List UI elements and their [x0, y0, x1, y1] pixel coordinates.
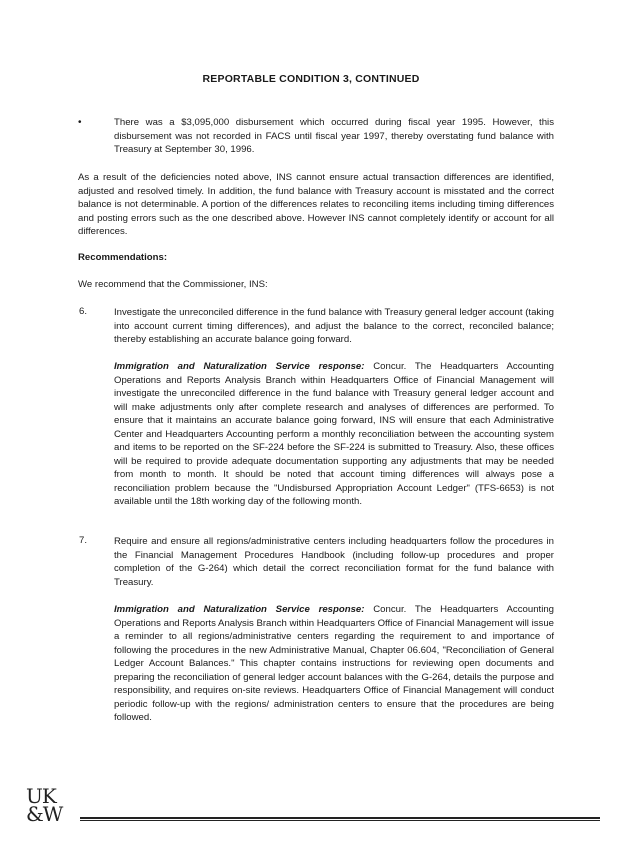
recommendation-text: Require and ensure all regions/administrative centers including headquarters follow the procedures in the Financial Management Procedures Handbook (including follow-up procedures and proper completion of the G-264) which detail the correct reconciliation format for the fund balance with Treasury. — [114, 536, 554, 588]
recommendation-text: Investigate the unreconciled difference in the fund balance with Treasury general ledger account (taking into account current timing differences), and adjust the balance to the correct, reconciled balance; thereby establishing an accurate balance going forward. — [114, 307, 554, 345]
item-number: 6. — [79, 306, 88, 317]
footer-rule — [80, 817, 600, 821]
response-lead: Immigration and Naturalization Service response: — [114, 361, 365, 372]
bullet-paragraph: There was a $3,095,000 disbursement which occurred during fiscal year 1995. However, this disbursement was not recorded in FACS until fiscal year 1997, thereby overstating fund balance with Treasury at September 30, 1996. — [114, 117, 554, 155]
response-text: Concur. The Headquarters Accounting Operations and Reports Analysis Branch within Headquarters Office of Financial Management will issue a reminder to all regions/administrative centers regarding the requirement to and importance of following the procedures in the new Administrative Manual, Chapter 06.604, "Reconciliation of General Ledger Account Balances." This chapter contains instructions for reviewing open documents and preparing the reconciliation of general ledger account balances with the G-264, details the purpose and responsibility, and requires on-site reviews. Headquarters Office of Financial Management will conduct periodic follow-up with the regions/ administration centers to ensure that the procedures are being followed. — [114, 604, 555, 723]
response-paragraph — [114, 360, 554, 509]
bullet-marker: • — [78, 117, 82, 128]
item-number: 7. — [79, 535, 88, 546]
firm-logo — [26, 784, 76, 826]
logo-line: &W — [26, 802, 63, 826]
recommendations-heading: Recommendations: — [78, 252, 168, 263]
summary-paragraph: As a result of the deficiencies noted above, INS cannot ensure actual transaction differences are identified, adjusted and resolved timely. In addition, the fund balance with Treasury account is misstated and the correct balance is not determinable. A portion of the differences relates to reconciling items including timing differences and posting errors such as the one described above. However INS cannot completely identify or account for all differences. — [78, 172, 554, 237]
page-title: REPORTABLE CONDITION 3, CONTINUED — [202, 73, 420, 85]
logo-line: UK — [26, 784, 56, 808]
response-lead: Immigration and Naturalization Service response: — [114, 604, 365, 615]
response-paragraph — [114, 603, 554, 725]
response-text: Concur. The Headquarters Accounting Operations and Reports Analysis Branch within Headquarters Office of Financial Management will investigate the unreconciled difference in the fund balance with Treasury general ledger account and will make adjustments only after complete research and analyses of differences are performed. To ensure that it maintains an accurate balance going forward, INS will ensure that each Administrative Center and Headquarters Accounting perform a monthly reconciliation between the accounting system and items to be reported on the SF-224 before the SF-224 is submitted to Treasury. Also, these offices will be required to provide adequate documentation supporting any adjustments that may be needed from month to month. It should be noted that account timing differences will always pose a reconciliation problem because the "Undisbursed Appropriation Account Ledger" (TFS-6653) is not available until the 18th working day of the following month. — [114, 361, 555, 507]
recommend-intro: We recommend that the Commissioner, INS: — [78, 279, 268, 290]
